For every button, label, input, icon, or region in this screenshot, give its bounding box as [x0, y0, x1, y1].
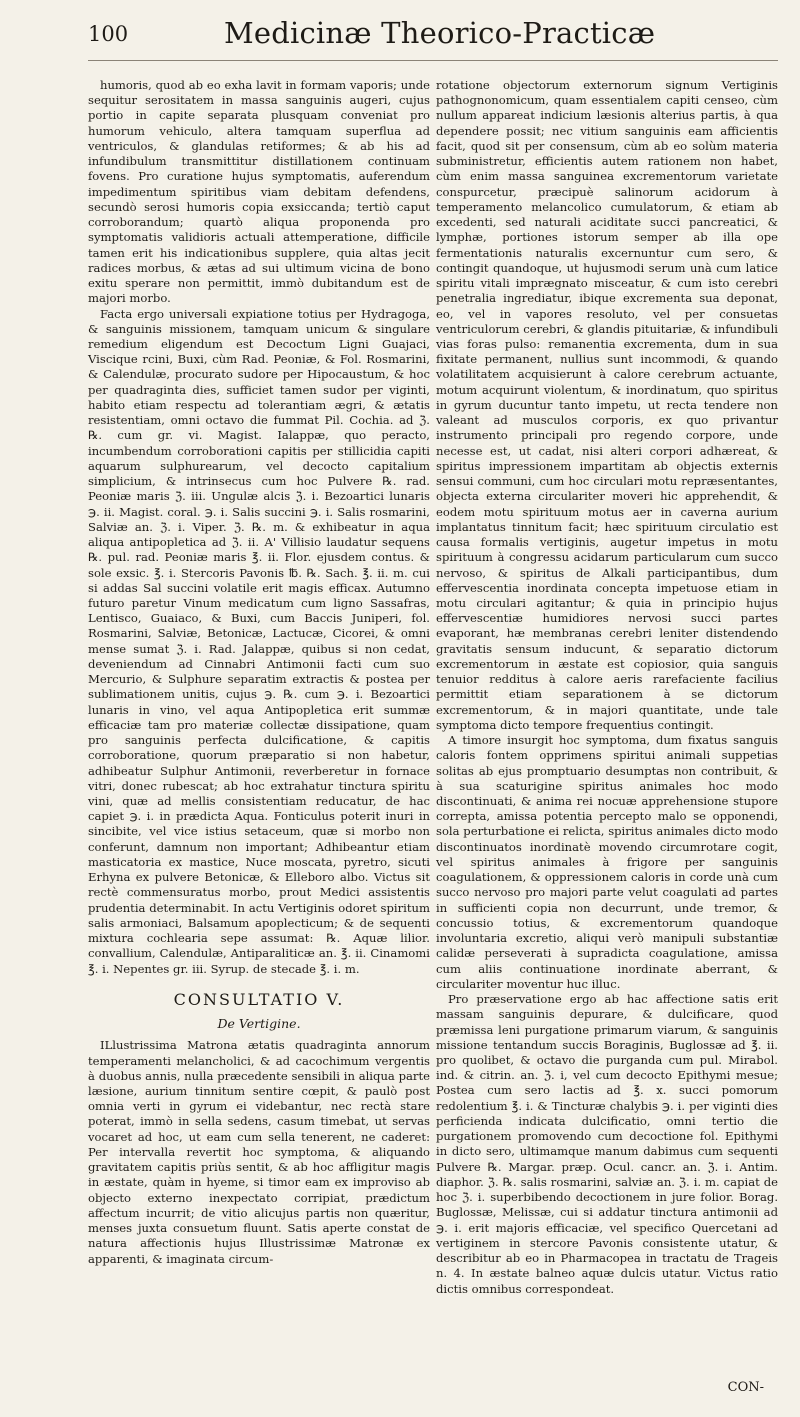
catchword: CON- — [727, 1380, 764, 1395]
running-head: Medicinæ Theorico-Practicæ — [224, 16, 656, 50]
paragraph: Pro præservatione ergo ab hac affectione satis erit massam sanguinis depurare, & dulcificare, quod præmissa leni purgatione primarum viarum, & sanguinis missione tentandum succis Boraginis, Buglossæ ad ℥. ii. pro quolibet, & octavo die purganda cum pul. Mirabol. ind. & citrin. an. ℨ. i, vel cum decocto Epithymi mesue; Postea cum sero lactis ad ℥. x. succi pomorum redolentium ℥. i. & Tincturæ chalybis ℈. i. per viginti dies perficienda indicata dulcificatio, omni tertio die purgationem promovendo cum decoctione fol. Epithymi in dicto sero, ultimamque manum dabimus cum sequenti Pulvere ℞. Margar. præp. Ocul. cancr. an. ℨ. i. Antim. diaphor. ℨ. ℞. salis rosmarini, salviæ an. ℨ. i. m. capiat de hoc ℨ. i. superbibendo decoctionem in jure folior. Borag. Buglossæ, Melissæ, cui si addatur tinctura antimonii ad ℈. i. erit majoris efficaciæ, vel specifico Quercetani ad vertiginem in stercore Pavonis consistente utatur, & describitur ab eo in Pharmacopea in tractatu de Trageis n. 4. In æstate balneo aquæ dulcis utatur. Victus ratio dictis omnibus correspondeat. — [436, 992, 778, 1296]
right-column — [436, 78, 778, 1297]
page-number: 100 — [88, 22, 129, 46]
paragraph: A timore insurgit hoc symptoma, dum fixatus sanguis caloris fontem opprimens spiritui animali suppetias solitas ab ejus promptuario desumptas non contribuit, & à sua scaturigine spiritus animales hoc modo discontinuati, & anima rei nocuæ apprehensione stupore correpta, amissa potentia percepto malo se opponendi, sola perturbatione ei relicta, spiritus animales dicto modo discontinuatos inordinatè movendo circumrotare cogit, vel spiritus animales à frigore per sanguinis coagulationem, & oppressionem caloris in corde unà cum succo nervoso pro majori parte velut coagulati ad partes in sufficienti copia non decurrunt, unde tremor, & concussio totius, & excrementorum quandoque involuntaria excretio, aliqui verò manipuli substantiæ calidæ perseverati à supradicta coagulatione, amissa cum aliis continuatione inordinate aberrant, & circulariter moventur huc illuc. — [436, 733, 778, 991]
paragraph: humoris, quod ab eo exha lavit in formam vaporis; unde sequitur serositatem in massa sanguinis augeri, cujus portio in capite separata plusquam conveniat pro humorum vehiculo, altera tamquam superflua ad ventriculos, & glandulas retiformes; & ab his ad infundibulum transmittitur distillationem continuam fovens. Pro curatione hujus symptomatis, auferendum impedimentum spiritibus viam debitam defendens, secundò serosi humoris copia exsiccanda; tertiò caput corroborandum; quartò aliqua proponenda pro symptomatis validioris actuali attemperatione, difficile tamen erit his indicationibus supplere, quia altas jecit radices morbus, & ætas ad sui ultimum vicina de bono exitu sperare non permittit, immò dubitandum est de majori morbo. — [88, 78, 430, 306]
paragraph: rotatione objectorum externorum signum Vertiginis pathognonomicum, quam essentialem capiti censeo, cùm nullum appareat indicium læsionis alterius partis, à qua dependere possit; nec vitium sanguinis eam afficientis facit, quod sit per consensum, cùm ab eo solùm materia subministretur, efficientis autem rationem non habet, cùm enim massa sanguinea excrementorum varietate conspurcetur, præcipuè salinorum acidorum à temperamento melancolico cumulatorum, & etiam ab excedenti, sed naturali aciditate succi pancreatici, & lymphæ, portiones istorum semper ab illa ope fermentationis naturalis excernuntur cum sero, & contingit quandoque, ut hujusmodi serum unà cum latice spiritu vitali imprægnato misceatur, & cum isto cerebri penetralia ingrediatur, ibique excrementa sua deponat, eo, vel in vapores resoluto, vel per consuetas ventriculorum cerebri, & glandis pituitariæ, & infundibuli vias foras pulso: remanentia excrementa, dum in sua fixitate permanent, nullius sunt incommodi, & quando volatilitatem acquisierunt à calore cerebrum actuante, motum acquirunt violentum, & inordinatum, quo spiritus in gyrum ducuntur tanto impetu, ut recta tendere non valeant ad musculos corporis, ex quo privantur instrumento principali pro regendo corpore, unde necesse est, ut cadat, nisi alteri corpori adhæreat, & spiritus impressionem impartitam ab objectis externis sensui communi, cum hoc circulari motu repræsentantes, objecta externa circulariter moveri hic apprehendit, & eodem motu spirituum motus aer in caverna aurium implantatus tinnitum facit; hæc spirituum circulatio est causa formalis vertiginis, augetur impetus in motu spirituum à congressu acidarum particularum cum succo nervoso, & spiritus de Alkali participantibus, dum effervescentia inordinata concepta impetuose etiam in motu circulari agitantur; & quia in principio hujus effervescentiæ humidiores nervosi succi partes evaporant, hæ membranas cerebri leniter distendendo gravitatis sensum inducunt, & separatio dictorum excrementorum in æstate est copiosior, quia sanguis tenuior redditus à calore aeris rarefaciente facilius permittit etiam separationem à se dictorum excrementorum, & in majori quantitate, unde tale symptoma dicto tempore frequentius contingit. — [436, 78, 778, 732]
section-heading: CONSULTATIO V. — [173, 989, 345, 1009]
left-column — [88, 78, 430, 1267]
paragraph: Facta ergo universali expiatione totius per Hydragoga, & sanguinis missionem, tamquam unicum & singulare remedium eligendum est Decoctum Ligni Guajaci, Viscique rcini, Buxi, cùm Rad. Peoniæ, & Fol. Rosmarini, & Calendulæ, procurato sudore per Hipocaustum, & hoc per quadraginta dies, sufficiet tamen sudor per viginti, habito etiam respectu ad tolerantiam ægri, & ætatis resistentiam, omni octavo die fummat Pil. Cochia. ad ℨ. ℞. cum gr. vi. Magist. Ialappæ, quo peracto, incumbendum corroborationi capitis per stillicidia capiti aquarum sulphurearum, vel decocto capitalium simplicium, & intrinsecus cum hoc Pulvere ℞. rad. Peoniæ maris ℨ. iii. Ungulæ alcis ℨ. i. Bezoartici lunaris ℈. ii. Magist. coral. ℈. i. Salis succini ℈. i. Salis rosmarini, Salviæ an. ℨ. i. Viper. ℨ. ℞. m. & exhibeatur in aqua aliqua antipopletica ad ℨ. ii. A' Villisio laudatur sequens ℞. pul. rad. Peoniæ maris ℥. ii. Flor. ejusdem contus. & sole exsic. ℥. i. Stercoris Pavonis ℔. ℞. Sach. ℥. ii. m. cui si addas Sal succini volatile erit magis efficax. Autumno futuro paretur Vinum medicatum cum ligno Sassafras, Lentisco, Guaiaco, & Buxi, cum Baccis Juniperi, fol. Rosmarini, Salviæ, Betonicæ, Lactucæ, Cicorei, & omni mense sumat ℨ. i. Rad. Jalappæ, quibus si non cedat, deveniendum ad Cinnabri Antimonii facti cum suo Mercurio, & Sulphure separatim extractis & postea per sublimationem unitis, cujus ℈. ℞. cum ℈. i. Bezoartici lunaris in vino, vel aqua Antipopletica erit summæ efficaciæ tam pro materiæ collectæ dissipatione, quam pro sanguinis perfecta dulcificatione, & capitis corroboratione, quorum præparatio si non habetur, adhibeatur Sulphur Antimonii, reverberetur in fornace vitri, donec rubescat; ab hoc extrahatur tinctura spiritu vini, quæ ad mellis consistentiam reducatur, de hac capiet ℈. i. in prædicta Aqua. Fonticulus poterit inuri in sincibite, vel vice istius setaceum, quæ si morbo non conferunt, damnum non important; Adhibeantur etiam masticatoria ex mastice, Nuce moscata, pyretro, sicuti Erhyna ex pulvere Betonicæ, & Elleboro albo. Victus sit rectè commensuratus morbo, prout Medici assistentis prudentia determinabit. In actu Vertiginis odoret spiritum salis armoniaci, Balsamum apoplecticum; & de sequenti mixtura cochlearia sepe assumat: ℞. Aquæ lilior. convallium, Calendulæ, Antiparaliticæ an. ℥. ii. Cinamomi ℥. i. Nepentes gr. iii. Syrup. de stecade ℥. i. m. — [88, 306, 430, 976]
paragraph: ILlustrissima Matrona ætatis quadraginta annorum temperamenti melancholici, & ad cacochimum vergentis à duobus annis, nulla præcedente sensibili in aliqua parte læsione, aurium tinnitum sentire cœpit, & paulò post omnia verti in gyrum ei videbantur, nec rectà stare poterat, immò in sella sedens, casum timebat, ut servas vocaret ad hoc, ut eam cum sella tenerent, ne caderet: Per intervalla revertit hoc symptoma, & aliquando gravitatem capitis priùs sentit, & ab hoc affligitur magis in æstate, quàm in hyeme, si timor eam ex improviso ab objecto externo inexpectato corripiat, prædictum affectum incurrit; de vitio alicujus partis non quæritur, menses juxta consuetum fluunt. Satis aperte constat de natura affectionis hujus Illustrissimæ Matronæ ex apparenti, & imaginata circum- — [88, 1038, 430, 1266]
section-subheading: De Vertigine. — [217, 1015, 301, 1031]
page-header — [88, 16, 778, 61]
